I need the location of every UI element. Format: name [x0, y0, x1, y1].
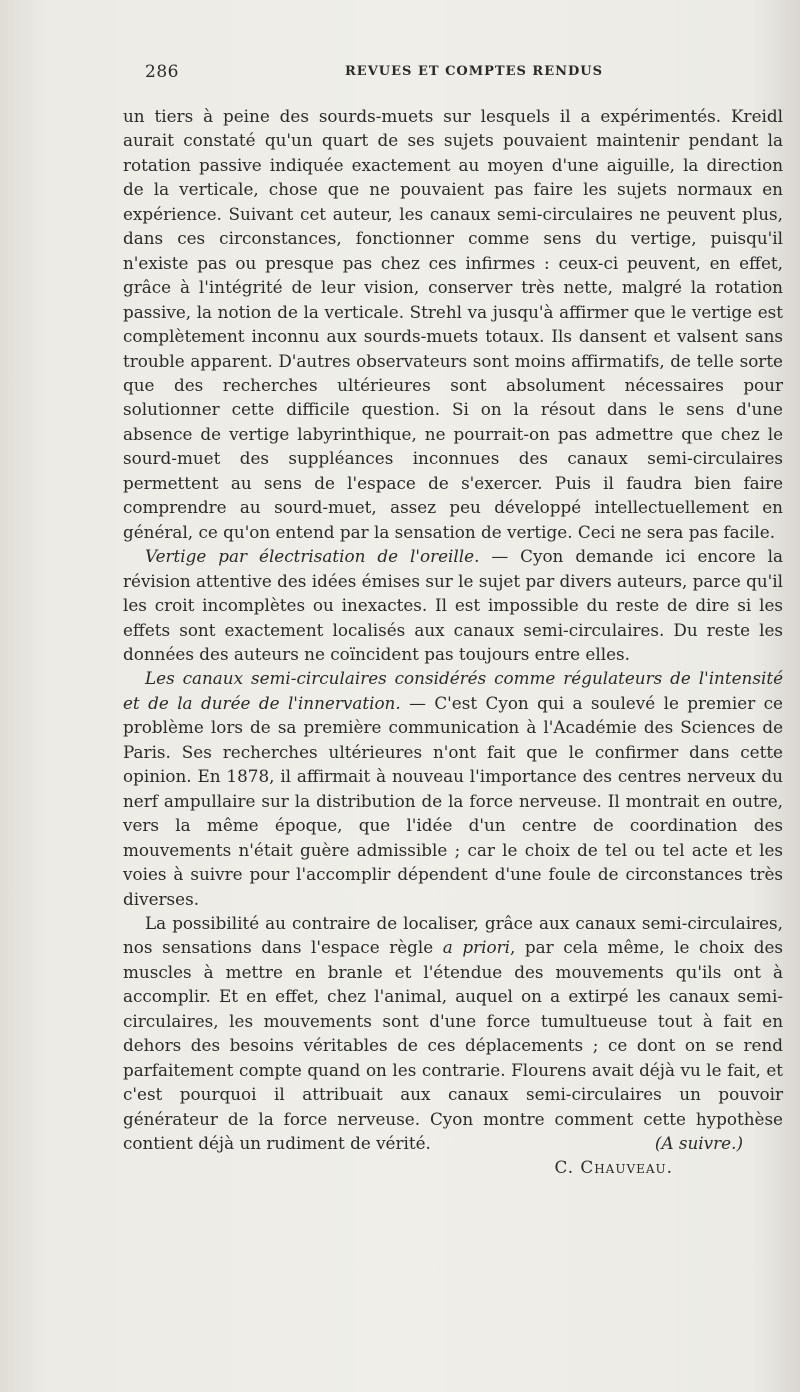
page-number: 286 — [145, 62, 179, 82]
to-be-continued: (A suivre.) — [654, 1133, 743, 1154]
author-signature: C. Chauveau. — [554, 1157, 673, 1178]
localisation-text-end: , par cela même, le choix des muscles à mettre en branle et l'étendue des mouvements qu'ils ont à accomplir. Et en effet, chez l'animal, auquel on a extirpé les canaux semi-circulaires, les mouvements sont d'une force tumultueuse tout à fait en dehors des besoins véritables de ces déplacements ; ce dont on se rend parfaitement compte quand on les contrarie. Flourens avait déjà vu le fait, et c'est pourquoi il attribuait aux canaux semi-circulaires un pouvoir générateur de la force nerveuse. Cyon montre comment cette hypothèse contient déjà un rudiment de vérité. — [123, 937, 784, 1154]
paragraph-vertige-electrisation — [123, 544, 783, 666]
paragraph-sourds-muets: un tiers à peine des sourds-muets sur lesquels il a expérimentés. Kreidl aurait constaté qu'un quart de ses sujets pouvaient maintenir pendant la rotation passive indiquée exactement au moyen d'une aiguille, la direction de la verticale, chose que ne pouvaient pas faire les sujets normaux en expérience. Suivant cet auteur, les canaux semi-circulaires ne peuvent plus, dans ces circonstances, fonctionner comme sens du vertige, puisqu'il n'existe pas ou presque pas chez ces infirmes : ceux-ci peuvent, en effet, grâce à l'intégrité de leur vision, conserver très nette, malgré la rotation passive, la notion de la verticale. Strehl va jusqu'à affirmer que le vertige est complètement inconnu aux sourds-muets totaux. Ils dansent et valsent sans trouble apparent. D'autres observateurs sont moins affirmatifs, de telle sorte que des recherches ultérieures sont absolument nécessaires pour solutionner cette difficile question. Si on la résout dans le sens d'une absence de vertige labyrinthique, ne pourrait-on pas admettre que chez le sourd-muet des suppléances inconnues des canaux semi-circulaires permettent au sens de l'espace de s'exercer. Puis il faudra bien faire comprendre au sourd-muet, assez peu développé intellectuellement en général, ce qu'on entend par la sensation de vertige. Ceci ne sera pas facile. — [123, 106, 783, 542]
journal-title: REVUES ET COMPTES RENDUS — [345, 64, 603, 79]
section-body-vertige: — Cyon demande ici encore la révision attentive des idées émises sur le sujet par divers auteurs, parce qu'il les croit incomplètes ou inexactes. Il est impossible du reste de dire si les effets sont exactement localisés aux canaux semi-circulaires. Du reste les données des auteurs ne coïncident pas toujours entre elles. — [123, 546, 783, 664]
paragraph-canaux-regulateurs — [123, 666, 783, 911]
section-title-canaux: Les canaux semi-circulaires considérés comme régulateurs de l'intensité et de la durée de l'innervation. — [123, 668, 783, 713]
a-priori-term: a priori — [442, 937, 510, 958]
article-body — [123, 104, 783, 1180]
running-head — [145, 62, 785, 86]
localisation-text-start: La possibilité au contraire de localiser, grâce aux canaux semi-circulaires, nos sensations dans l'espace règle — [123, 912, 783, 958]
section-title-vertige: Vertige par électrisation de l'oreille. — [145, 546, 480, 567]
paragraph-localisation — [123, 911, 783, 1156]
section-body-canaux: — C'est Cyon qui a soulevé le premier ce problème lors de sa première communication à l'Académie des Sciences de Paris. Ses recherches ultérieures n'ont fait que le confirmer dans cette opinion. En 1878, il affirmait à nouveau l'importance des centres nerveux du nerf ampullaire sur la distribution de la force nerveuse. Il montrait en outre, vers la même époque, que l'idée d'un centre de coordination des mouvements n'était guère admissible ; car le choix de tel ou tel acte et les voies à suivre pour l'accomplir dépendent d'une foule de circonstances très diverses. — [123, 692, 783, 909]
